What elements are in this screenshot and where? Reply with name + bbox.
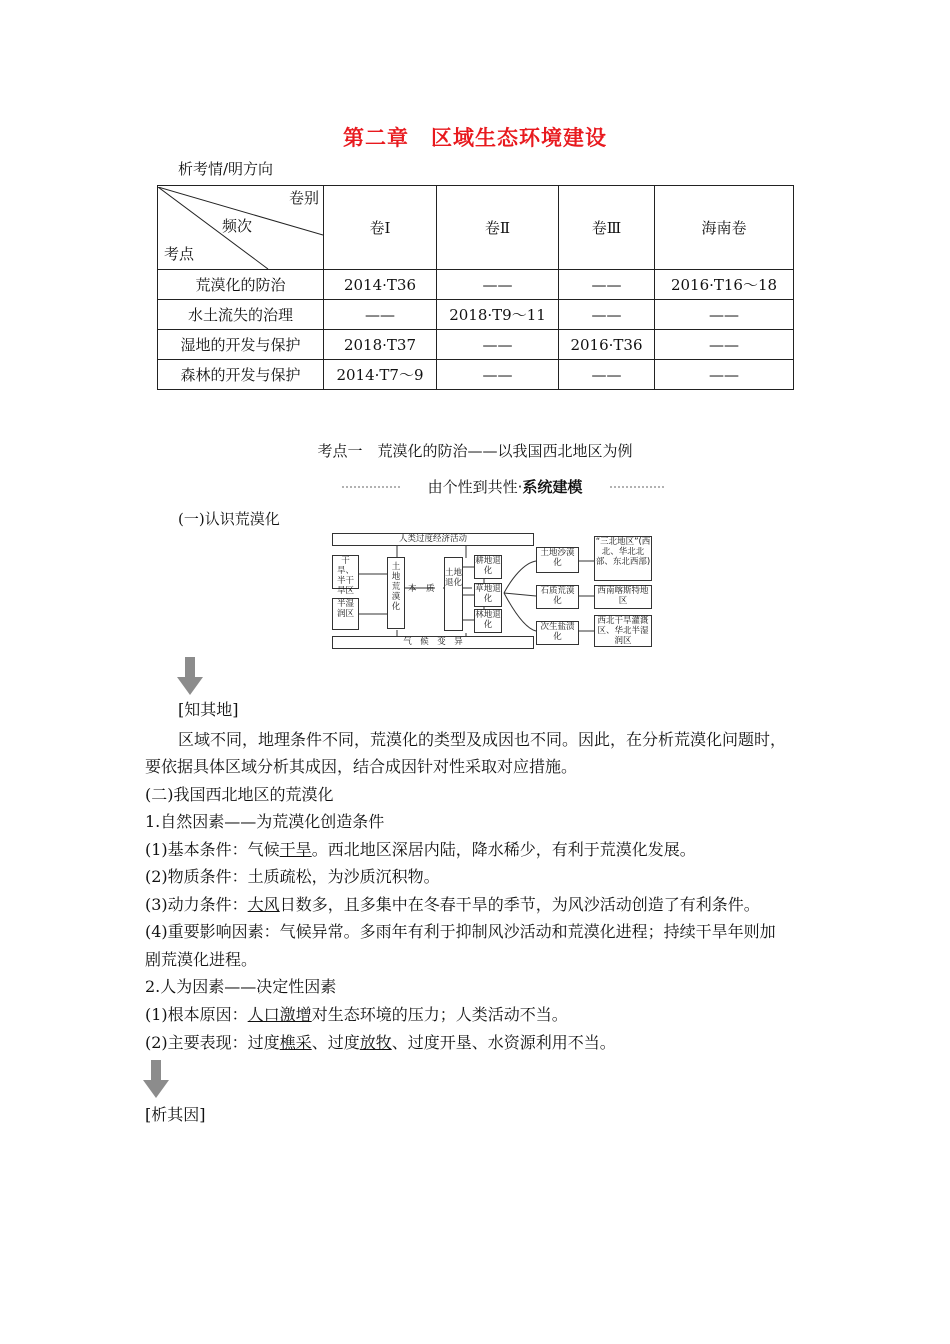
underlined-term: 放牧 <box>359 1033 392 1052</box>
table-cell: 2016·T36 <box>559 330 655 360</box>
table-cell: 2018·T9～11 <box>437 300 559 330</box>
table-cell: —— <box>655 330 794 360</box>
human-factors-heading: 2.人为因素——决定性因素 <box>145 977 337 996</box>
table-cell: —— <box>437 360 559 390</box>
diagram-mid-box: 耕地退化 <box>474 555 502 579</box>
subsection-1: (一)认识荒漠化 <box>178 510 280 528</box>
corner-label-kaodian: 考点 <box>164 244 195 263</box>
table-cell: 2014·T7～9 <box>324 360 437 390</box>
table-cell: —— <box>559 360 655 390</box>
xiqiyin-label: [析其因] <box>145 1105 206 1124</box>
table-corner-cell <box>158 186 324 270</box>
paragraph-1: 区域不同，地理条件不同，荒漠化的类型及成因也不同。因此，在分析荒漠化问题时， <box>178 730 787 749</box>
underlined-term: 人口激增 <box>247 1005 312 1024</box>
col-header: 海南卷 <box>655 186 794 270</box>
page-title: 第二章 区域生态环境建设 <box>343 126 607 150</box>
dynamic-condition-line <box>145 895 760 915</box>
text-span: 日数多，且多集中在冬春干旱的季节，为风沙活动创造了有利条件。 <box>279 895 760 914</box>
table-cell: —— <box>437 330 559 360</box>
table-row <box>158 270 794 300</box>
diagram-land-degradation: 土地退化 <box>444 557 463 631</box>
text-span: 。西北地区深居内陆，降水稀少，有利于荒漠化发展。 <box>311 840 696 859</box>
text-span: 、过度开垦、水资源利用不当。 <box>391 1033 616 1052</box>
exam-frequency-table <box>157 185 794 390</box>
table-cell: —— <box>655 360 794 390</box>
row-topic: 水土流失的治理 <box>158 300 324 330</box>
table-row <box>158 330 794 360</box>
banner-right-text: 系统建模 <box>522 478 583 496</box>
underlined-term: 樵采 <box>279 1033 312 1052</box>
table-cell: 2018·T37 <box>324 330 437 360</box>
down-arrow-icon <box>177 657 203 695</box>
important-factor-line-cont: 剧荒漠化进程。 <box>145 950 258 969</box>
zhiqidi-label: [知其地] <box>178 700 239 719</box>
paragraph-1-cont: 要依据具体区域分析其成因，结合成因针对性采取对应措施。 <box>145 757 578 776</box>
diagram-zhi: 质 <box>426 584 435 594</box>
col-header: 卷Ⅲ <box>559 186 655 270</box>
table-row <box>158 300 794 330</box>
root-cause-line <box>145 1005 568 1025</box>
main-manifestation-line <box>145 1033 616 1053</box>
underlined-term: 大风 <box>247 895 280 914</box>
row-topic: 湿地的开发与保护 <box>158 330 324 360</box>
text-span: (1)基本条件：气候 <box>145 840 280 859</box>
corner-label-juanbie: 卷别 <box>288 188 319 207</box>
text-span: (2)主要表现：过度 <box>145 1033 280 1052</box>
diagram-center-desertification: 土地荒漠化 <box>387 557 405 629</box>
col-header: 卷Ⅱ <box>437 186 559 270</box>
important-factor-line: (4)重要影响因素：气候异常。多雨年有利于抑制风沙活动和荒漠化进程；持续干旱年则加 <box>145 922 776 941</box>
row-topic: 荒漠化的防治 <box>158 270 324 300</box>
underlined-term: 干旱 <box>279 840 312 859</box>
table-cell: —— <box>559 270 655 300</box>
text-span: (3)动力条件： <box>145 895 248 914</box>
desertification-diagram <box>332 533 680 649</box>
table-cell: 2014·T36 <box>324 270 437 300</box>
corner-label-pinci: 频次 <box>222 216 253 235</box>
banner-left-text: 由个性到共性· <box>427 478 523 496</box>
diagram-region-box: 西北干旱灌溉区、华北半湿润区 <box>594 615 652 647</box>
diagram-left-box-humid: 半湿润区 <box>332 598 359 630</box>
row-topic: 森林的开发与保护 <box>158 360 324 390</box>
diagram-left-box-arid: 干旱、半干旱区 <box>332 555 359 589</box>
model-banner <box>300 476 700 498</box>
diagram-top-bar: 人类过度经济活动 <box>332 533 534 546</box>
diagram-type-box: 石质荒漠化 <box>536 585 579 609</box>
table-cell: —— <box>559 300 655 330</box>
subsection-2: (二)我国西北地区的荒漠化 <box>145 785 334 804</box>
table-cell: —— <box>324 300 437 330</box>
table-cell: —— <box>655 300 794 330</box>
text-span: (1)根本原因： <box>145 1005 248 1024</box>
table-cell: 2016·T16～18 <box>655 270 794 300</box>
col-header: 卷Ⅰ <box>324 186 437 270</box>
diagram-type-box: 土地沙漠化 <box>536 547 579 573</box>
table-row <box>158 360 794 390</box>
material-condition-line: (2)物质条件：土质疏松，为沙质沉积物。 <box>145 867 440 886</box>
text-span: 、过度 <box>311 1033 360 1052</box>
down-arrow-icon <box>143 1060 169 1098</box>
diagram-type-box: 次生盐渍化 <box>536 621 579 645</box>
diagram-mid-box: 林地退化 <box>474 609 502 633</box>
kaodian-heading: 考点一 荒漠化的防治——以我国西北地区为例 <box>317 442 633 460</box>
table-cell: —— <box>437 270 559 300</box>
diagram-ben: 本 <box>408 584 417 594</box>
text-span: 对生态环境的压力；人类活动不当。 <box>311 1005 568 1024</box>
diagram-mid-box: 草地退化 <box>474 583 502 607</box>
diagram-region-box: 西南喀斯特地区 <box>594 585 652 609</box>
section-label: 析考情/明方向 <box>178 160 274 178</box>
natural-factors-heading: 1.自然因素——为荒漠化创造条件 <box>145 812 385 831</box>
diagram-region-box: “三北地区”(西北、华北北部、东北西部) <box>594 536 652 581</box>
diagram-bottom-bar: 气 候 变 异 <box>332 636 534 649</box>
basic-condition-line <box>145 840 696 860</box>
